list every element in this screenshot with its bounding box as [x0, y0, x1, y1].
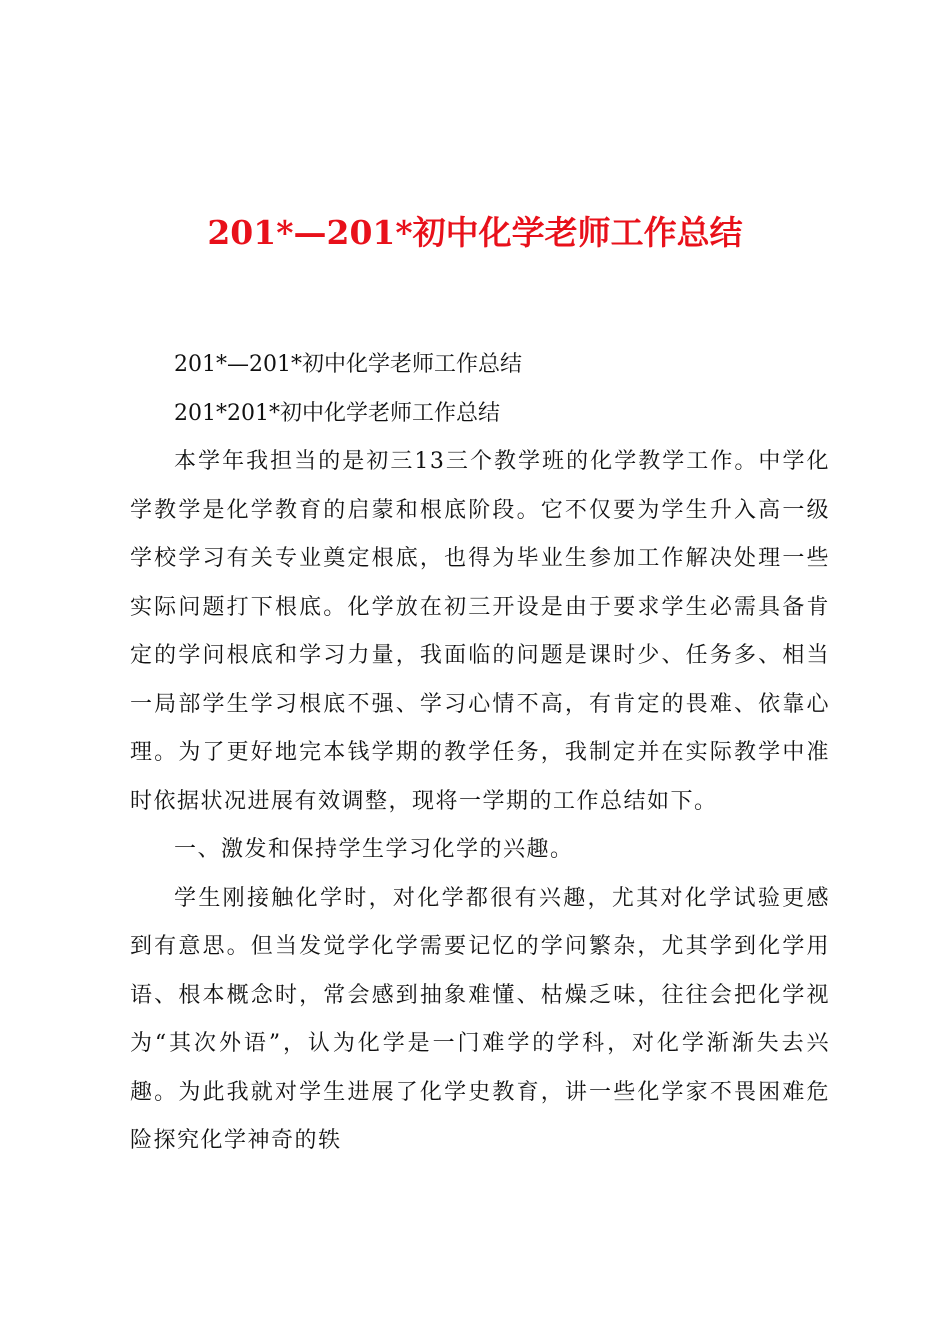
paragraph-heading-alt: 201*201*初中化学老师工作总结: [174, 400, 500, 426]
document-title: 201*—201*初中化学老师工作总结: [207, 213, 743, 252]
document-body: [130, 341, 830, 1166]
paragraph-intro: 本学年我担当的是初三13三个教学班的化学教学工作。中学化学教学是化学教育的启蒙和根底阶段。它不仅要为学生升入高一级学校学习有关专业奠定根底，也得为毕业生参加工作解决处理一些实际问题打下根底。化学放在初三开设是由于要求学生必需具备肯定的学问根底和学习力量，我面临的问题是课时少、任务多、相当一局部学生学习根底不强、学习心情不高，有肯定的畏难、依靠心理。为了更好地完本钱学期的教学任务，我制定并在实际教学中准时依据状况进展有效调整，现将一学期的工作总结如下。: [130, 449, 830, 814]
section-heading-1: 一、激发和保持学生学习化学的兴趣。: [174, 837, 574, 862]
paragraph-section-1: 学生刚接触化学时，对化学都很有兴趣，尤其对化学试验更感到有意思。但当发觉学化学需要记忆的学问繁杂，尤其学到化学用语、根本概念时，常会感到抽象难懂、枯燥乏味，往往会把化学视为“其次外语”，认为化学是一门难学的学科，对化学渐渐失去兴趣。为此我就对学生进展了化学史教育，讲一些化学家不畏困难危险探究化学神奇的轶: [130, 885, 830, 1153]
paragraph-heading-repeat: 201*—201*初中化学老师工作总结: [174, 352, 522, 377]
